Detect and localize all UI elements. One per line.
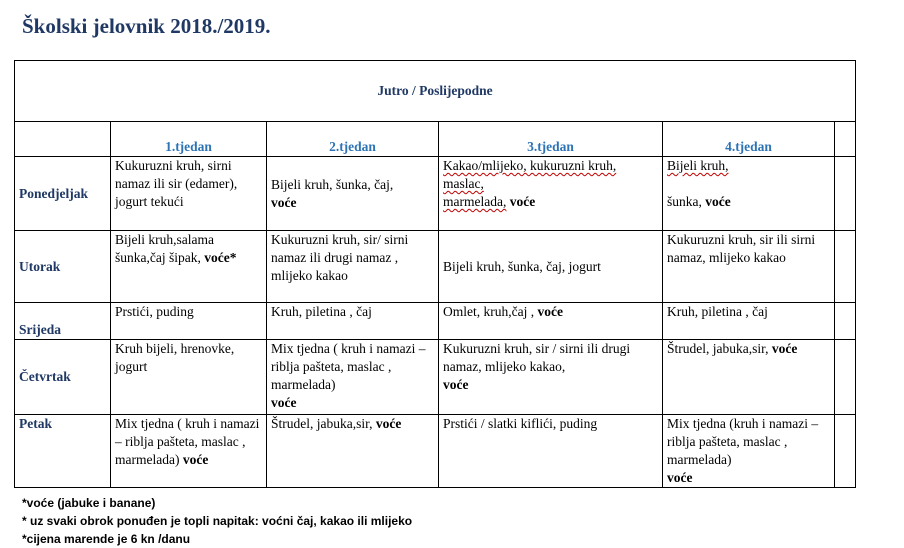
week-2-header: 2.tjedan	[267, 122, 439, 157]
menu-table	[14, 60, 856, 488]
menu-cell: Mix tjedna (kruh i namazi – riblja pašteta, maslac , marmelada) voće	[663, 415, 835, 488]
menu-cell: Bijeli kruh, šunka, voće	[663, 157, 835, 231]
table-row	[15, 303, 856, 340]
empty-column-cell	[835, 303, 856, 340]
menu-cell: Kukuruzni kruh, sirni namaz ili sir (edamer), jogurt tekući	[111, 157, 267, 231]
menu-cell: Kruh, piletina , čaj	[267, 303, 439, 340]
day-label-tuesday: Utorak	[15, 231, 111, 303]
table-row	[15, 415, 856, 488]
menu-cell: Kukuruzni kruh, sir / sirni ili drugi namaz, mlijeko kakao, voće	[439, 340, 663, 415]
footnotes	[22, 494, 412, 548]
footnote: *voće (jabuke i banane)	[22, 496, 156, 510]
menu-cell: Mix tjedna ( kruh i namazi – riblja pašteta, maslac , marmelada) voće	[111, 415, 267, 488]
menu-cell: Bijeli kruh,salama šunka,čaj šipak, voće*	[111, 231, 267, 303]
footnote: * uz svaki obrok ponuđen je topli napitak: voćni čaj, kakao ili mlijeko	[22, 514, 413, 528]
menu-cell: Kruh bijeli, hrenovke, jogurt	[111, 340, 267, 415]
day-label-thursday: Četvrtak	[15, 340, 111, 415]
page-title: Školski jelovnik 2018./2019.	[22, 14, 271, 38]
empty-column-cell	[835, 231, 856, 303]
menu-cell: Omlet, kruh,čaj , voće	[439, 303, 663, 340]
week-3-header: 3.tjedan	[439, 122, 663, 157]
day-label-friday: Petak	[15, 415, 111, 488]
menu-cell: Prstići, puding	[111, 303, 267, 340]
table-row	[15, 340, 856, 415]
menu-cell: Kukuruzni kruh, sir/ sirni namaz ili drugi namaz , mlijeko kakao	[267, 231, 439, 303]
week-4-header: 4.tjedan	[663, 122, 835, 157]
menu-cell: Kukuruzni kruh, sir ili sirni namaz, mlijeko kakao	[663, 231, 835, 303]
week-header-row	[15, 122, 856, 157]
menu-cell: Mix tjedna ( kruh i namazi – riblja pašteta, maslac , marmelada) voće	[267, 340, 439, 415]
menu-cell: Štrudel, jabuka,sir, voće	[663, 340, 835, 415]
empty-column-cell	[835, 340, 856, 415]
day-label-wednesday: Srijeda	[15, 303, 111, 340]
empty-column-cell	[835, 122, 856, 157]
menu-cell: Kakao/mlijeko, kukuruzni kruh, maslac, marmelada, voće	[439, 157, 663, 231]
footnote: *cijena marende je 6 kn /danu	[22, 532, 191, 546]
corner-cell	[15, 122, 111, 157]
menu-cell: Štrudel, jabuka,sir, voće	[267, 415, 439, 488]
empty-column-cell	[835, 157, 856, 231]
menu-cell: Bijeli kruh, šunka, čaj, voće	[267, 157, 439, 231]
day-label-monday: Ponedjeljak	[15, 157, 111, 231]
menu-cell: Prstići / slatki kiflići, puding	[439, 415, 663, 488]
menu-cell: Kruh, piletina , čaj	[663, 303, 835, 340]
table-row	[15, 231, 856, 303]
menu-cell: Bijeli kruh, šunka, čaj, jogurt	[439, 231, 663, 303]
table-row	[15, 157, 856, 231]
empty-column-cell	[835, 415, 856, 488]
table-caption: Jutro / Poslijepodne	[15, 61, 856, 122]
week-1-header: 1.tjedan	[111, 122, 267, 157]
